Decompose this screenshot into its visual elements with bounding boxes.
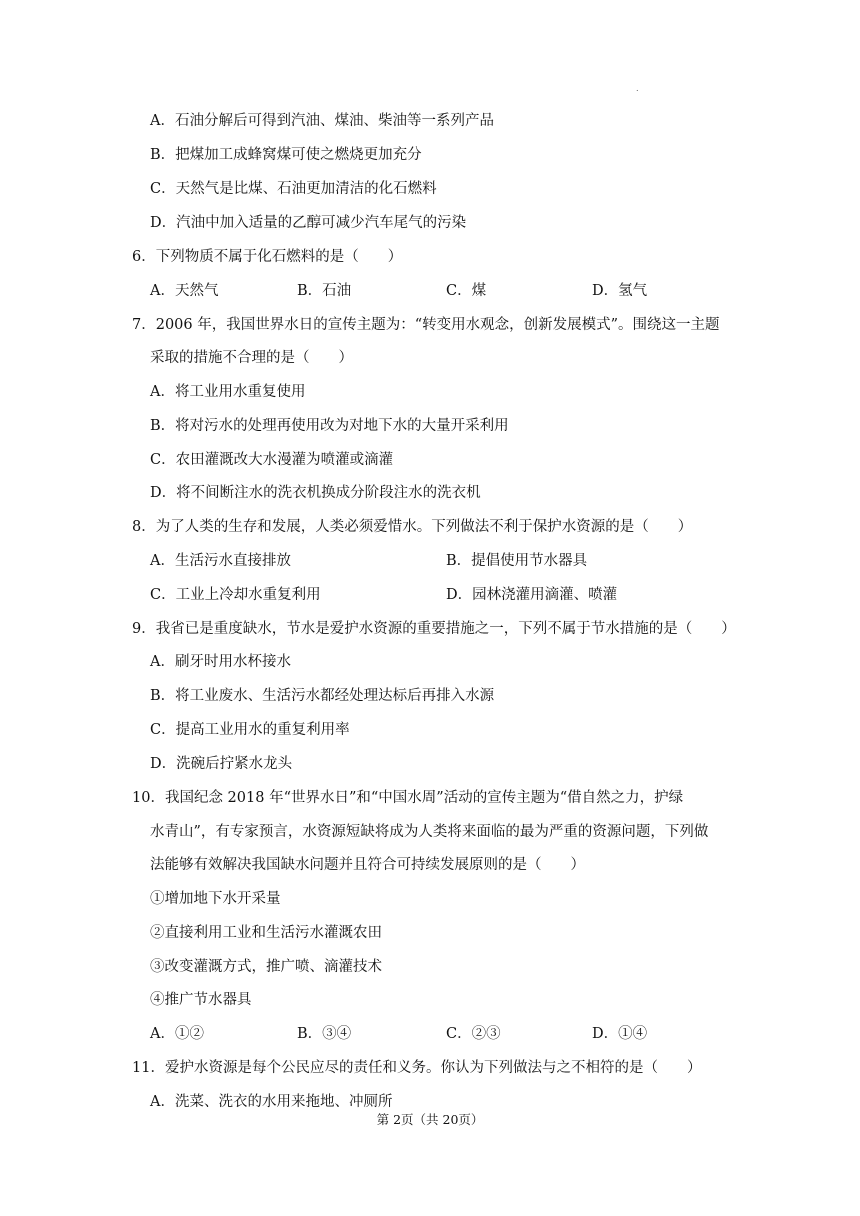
q7-option-b: B．将对污水的处理再使用改为对地下水的大量开采利用	[150, 418, 509, 434]
q10-stem-line3: 法能够有效解决我国缺水问题并且符合可持续发展原则的是（ ）	[150, 857, 585, 873]
q9-option-a: A．刷牙时用水杯接水	[150, 654, 291, 670]
q11-stem: 11．爱护水资源是每个公民应尽的责任和义务。你认为下列做法与之不相符的是（ ）	[132, 1060, 702, 1076]
q9-option-d: D．洗碗后拧紧水龙头	[150, 756, 293, 772]
q6-option-d: D．氢气	[592, 283, 648, 299]
q7-stem-line2: 采取的措施不合理的是（ ）	[150, 350, 353, 366]
q10-option-b: B．③④	[297, 1026, 352, 1042]
q10-item-3: ③改变灌溉方式，推广喷、滴灌技术	[150, 959, 382, 975]
q6-option-b: B．石油	[297, 283, 352, 299]
q7-stem-line1: 7．2006 年，我国世界水日的宣传主题为：“转变用水观念，创新发展模式”。围绕这一主题	[132, 317, 720, 333]
q9-stem: 9．我省已是重度缺水，节水是爱护水资源的重要措施之一，下列不属于节水措施的是（ ）	[132, 621, 736, 637]
q5-option-d: D．汽油中加入适量的乙醇可减少汽车尾气的污染	[150, 215, 467, 231]
q9-option-b: B．将工业废水、生活污水都经处理达标后再排入水源	[150, 688, 495, 704]
q9-option-c: C．提高工业用水的重复利用率	[150, 722, 350, 738]
q7-option-d: D．将不间断注水的洗衣机换成分阶段注水的洗衣机	[150, 485, 481, 501]
q8-option-b: B．提倡使用节水器具	[446, 553, 588, 569]
q5-option-c: C．天然气是比煤、石油更加清洁的化石燃料	[150, 181, 437, 197]
q10-item-2: ②直接利用工业和生活污水灌溉农田	[150, 925, 382, 941]
q10-item-1: ①增加地下水开采量	[150, 891, 281, 907]
q5-option-a: A．石油分解后可得到汽油、煤油、柴油等一系列产品	[150, 113, 494, 129]
q6-option-a: A．天然气	[150, 283, 219, 299]
q7-option-a: A．将工业用水重复使用	[150, 384, 306, 400]
q8-option-d: D．园林浇灌用滴灌、喷灌	[446, 587, 618, 603]
q10-option-a: A．①②	[150, 1026, 204, 1042]
q6-stem: 6．下列物质不属于化石燃料的是（ ）	[132, 249, 403, 265]
q10-option-d: D．①④	[592, 1026, 648, 1042]
q10-stem-line1: 10．我国纪念 2018 年“世界水日”和“中国水周”活动的宣传主题为“借自然之力，护绿	[132, 790, 684, 806]
q5-option-b: B．把煤加工成蜂窝煤可使之燃烧更加充分	[150, 147, 422, 163]
q10-item-4: ④推广节水器具	[150, 992, 252, 1008]
q6-option-c: C．煤	[446, 283, 487, 299]
q8-option-c: C．工业上冷却水重复利用	[150, 587, 321, 603]
q8-stem: 8．为了人类的生存和发展，人类必须爱惜水。下列做法不利于保护水资源的是（ ）	[132, 519, 693, 535]
q11-option-a: A．洗菜、洗衣的水用来拖地、冲厕所	[150, 1094, 393, 1110]
q10-stem-line2: 水青山”，有专家预言，水资源短缺将成为人类将来面临的最为严重的资源问题，下列做	[150, 824, 709, 840]
q10-option-c: C．②③	[446, 1026, 501, 1042]
page-footer: 第 2页（共 20页）	[376, 1112, 484, 1127]
q7-option-c: C．农田灌溉改大水漫灌为喷灌或滴灌	[150, 452, 394, 468]
page-mark: .	[636, 84, 639, 93]
q8-option-a: A．生活污水直接排放	[150, 553, 291, 569]
